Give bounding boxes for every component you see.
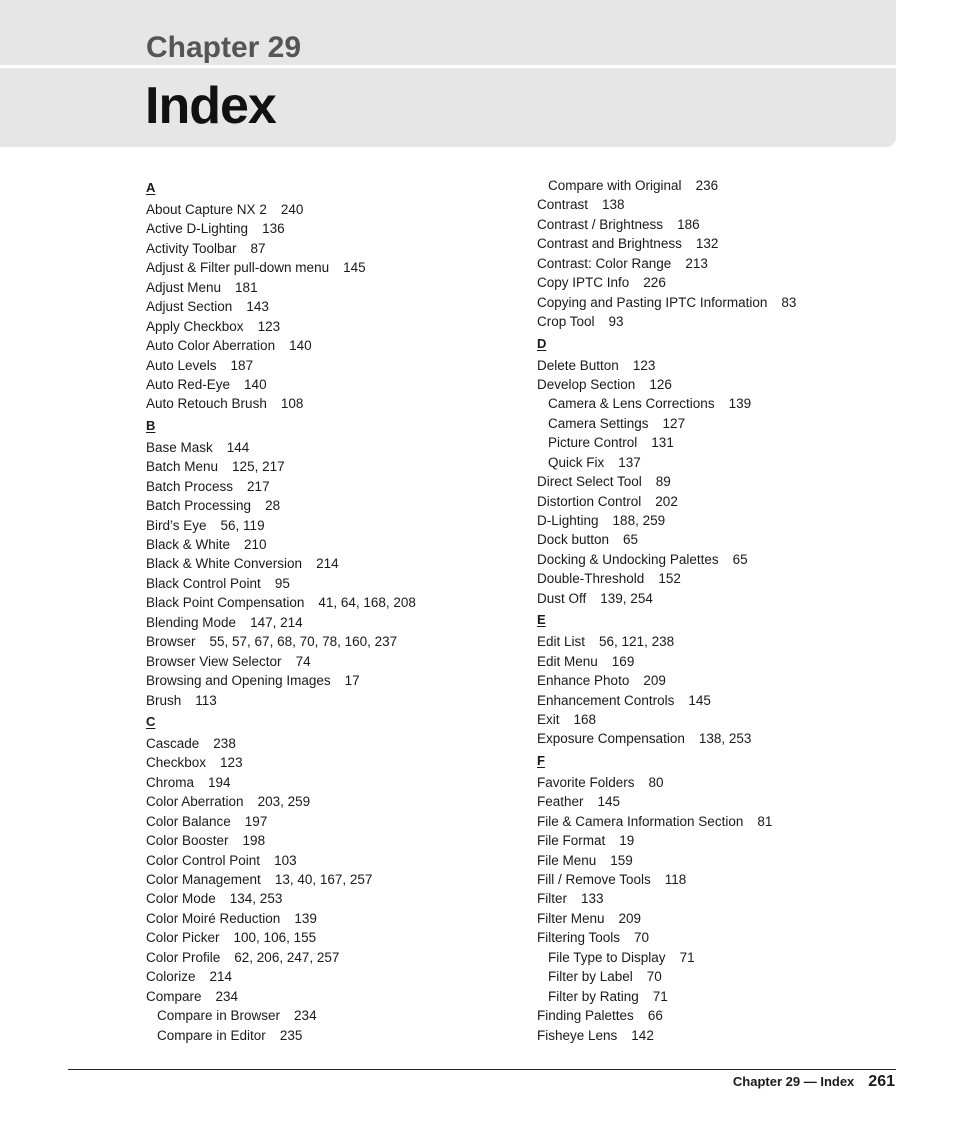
index-entry	[146, 734, 526, 753]
letter-heading-text: D	[537, 335, 547, 351]
index-term: About Capture NX 2	[146, 202, 267, 217]
index-entry	[146, 258, 526, 277]
index-entry	[146, 613, 526, 632]
index-term: Batch Processing	[146, 498, 252, 514]
index-page-refs: 65	[623, 532, 639, 548]
index-page-refs: 152	[658, 571, 681, 587]
index-entry	[537, 273, 917, 292]
index-term: Fill / Remove Tools	[537, 872, 651, 887]
index-term: Adjust Menu	[146, 279, 222, 295]
index-page-refs: 145	[343, 260, 366, 276]
index-term: Black Control Point	[146, 575, 261, 591]
index-subentry	[537, 433, 917, 452]
index-page-refs: 127	[662, 415, 686, 431]
index-entry	[537, 356, 917, 375]
index-entry	[146, 477, 526, 496]
index-term: Contrast: Color Range	[537, 255, 672, 271]
index-page-refs: 139	[294, 910, 317, 926]
page-footer	[733, 1071, 895, 1093]
index-term: File Format	[537, 833, 606, 849]
index-term: Brush	[146, 692, 182, 708]
index-page-refs: 217	[247, 478, 270, 494]
index-term: Edit Menu	[537, 653, 598, 669]
index-entry	[537, 671, 917, 690]
index-page-refs: 144	[226, 439, 250, 455]
index-entry	[146, 889, 526, 908]
index-entry	[146, 394, 526, 413]
index-term: Edit List	[537, 634, 586, 650]
index-entry	[537, 691, 917, 710]
index-term: Quick Fix	[548, 454, 605, 470]
index-page-refs: 125, 217	[232, 459, 285, 475]
index-term: Black Point Compensation	[146, 595, 305, 611]
index-page-refs: 66	[647, 1008, 663, 1024]
index-term: Color Control Point	[146, 852, 261, 868]
index-page-refs: 74	[295, 653, 311, 669]
index-term: Blending Mode	[146, 614, 237, 630]
index-page-refs: 137	[618, 454, 641, 470]
index-term: File Menu	[537, 852, 597, 868]
index-page-refs: 226	[643, 275, 666, 291]
index-column-right	[537, 176, 917, 1045]
index-page-refs: 213	[685, 255, 708, 271]
index-term: Contrast	[537, 197, 589, 213]
index-page-refs: 19	[619, 833, 635, 849]
index-term: Auto Retouch Brush	[146, 396, 267, 412]
index-page-refs: 56, 119	[220, 517, 265, 533]
index-term: Favorite Folders	[537, 774, 635, 790]
index-entry	[146, 812, 526, 831]
index-entry	[537, 889, 917, 908]
index-page-refs: 123	[632, 357, 656, 373]
index-term: Camera & Lens Corrections	[548, 396, 715, 412]
index-term: Enhance Photo	[537, 673, 630, 689]
index-page-refs: 186	[677, 216, 700, 232]
index-term: Browser	[146, 634, 196, 650]
index-page-refs: 147, 214	[250, 614, 303, 630]
index-subentry	[537, 453, 917, 472]
index-entry	[146, 336, 526, 355]
index-page-refs: 81	[757, 813, 773, 829]
index-subentry	[537, 176, 917, 195]
index-page-refs: 100, 106, 155	[233, 930, 317, 946]
index-entry	[537, 195, 917, 214]
index-entry	[146, 831, 526, 850]
index-page-refs: 145	[688, 692, 711, 708]
index-term: Active D-Lighting	[146, 221, 249, 237]
index-term: Browser View Selector	[146, 653, 282, 669]
index-page-refs: 198	[242, 833, 266, 849]
index-letter-heading	[146, 710, 526, 734]
index-page-refs: 139, 254	[600, 590, 653, 606]
index-page-refs: 17	[344, 673, 360, 689]
index-entry	[537, 312, 917, 331]
index-entry	[537, 792, 917, 811]
index-term: Auto Red-Eye	[146, 376, 231, 392]
index-subentry	[537, 967, 917, 986]
chapter-header-band	[0, 0, 896, 147]
index-page-refs: 71	[679, 949, 695, 965]
index-page-refs: 123	[257, 318, 281, 334]
index-term: Crop Tool	[537, 314, 595, 330]
index-term: Filter by Label	[548, 969, 633, 985]
index-term: Cascade	[146, 735, 200, 751]
index-term: Camera Settings	[548, 415, 649, 431]
index-entry	[146, 909, 526, 928]
index-term: Batch Process	[146, 478, 234, 494]
index-term: Contrast and Brightness	[537, 236, 682, 252]
index-entry	[146, 516, 526, 535]
index-term: Docking & Undocking Palettes	[537, 551, 719, 567]
index-page-refs: 95	[274, 575, 290, 591]
index-entry	[537, 851, 917, 870]
index-subentry	[537, 948, 917, 967]
index-term: Contrast / Brightness	[537, 216, 664, 232]
index-term: D-Lighting	[537, 513, 599, 528]
index-page-refs: 70	[634, 930, 650, 946]
index-entry	[146, 375, 526, 394]
index-entry	[146, 278, 526, 297]
index-entry	[537, 652, 917, 671]
index-entry	[146, 535, 526, 554]
letter-heading-text: F	[537, 752, 545, 768]
index-term: Filter	[537, 891, 567, 907]
index-entry	[146, 691, 526, 710]
index-page-refs: 55, 57, 67, 68, 70, 78, 160, 237	[209, 634, 398, 650]
page-title: Index	[145, 77, 276, 135]
index-entry	[146, 632, 526, 651]
index-page-refs: 140	[289, 338, 312, 354]
index-entry	[537, 492, 917, 511]
index-entry	[146, 928, 526, 947]
index-page-refs: 235	[279, 1027, 303, 1043]
index-term: Bird’s Eye	[146, 517, 207, 533]
index-entry	[146, 574, 526, 593]
index-page-refs: 65	[732, 551, 748, 567]
index-term: Activity Toolbar	[146, 240, 237, 256]
chapter-label: Chapter 29	[146, 31, 302, 64]
index-page-refs: 236	[695, 178, 719, 193]
index-page-refs: 168	[573, 711, 597, 727]
letter-heading-text: E	[537, 612, 546, 628]
index-term: Auto Color Aberration	[146, 338, 276, 354]
index-entry	[146, 753, 526, 772]
index-entry	[146, 200, 526, 219]
index-term: Colorize	[146, 969, 196, 985]
index-page-refs: 28	[265, 498, 281, 514]
index-entry	[146, 496, 526, 515]
index-page-refs: 118	[664, 872, 687, 887]
index-letter-heading	[146, 414, 526, 438]
index-page-refs: 138, 253	[698, 731, 752, 747]
index-term: Fisheye Lens	[537, 1027, 618, 1043]
index-page-refs: 80	[648, 774, 664, 790]
page-number: 261	[868, 1073, 895, 1090]
index-entry	[537, 831, 917, 850]
index-term: Exit	[537, 711, 560, 727]
index-page-refs: 210	[244, 537, 267, 552]
index-page-refs: 238	[213, 735, 236, 751]
index-page-refs: 188, 259	[612, 513, 666, 528]
index-term: Color Aberration	[146, 794, 244, 810]
index-entry	[146, 457, 526, 476]
index-term: Compare	[146, 988, 202, 1004]
index-page-refs: 143	[246, 299, 269, 315]
index-entry	[537, 1006, 917, 1025]
index-page-refs: 142	[631, 1027, 654, 1043]
index-page-refs: 71	[652, 988, 668, 1004]
index-page-refs: 113	[195, 692, 217, 708]
index-page-refs: 139	[728, 396, 752, 412]
index-page-refs: 214	[209, 969, 233, 985]
index-term: Adjust & Filter pull-down menu	[146, 260, 330, 276]
index-page-refs: 159	[610, 852, 633, 868]
index-page-refs: 234	[294, 1008, 317, 1024]
index-letter-heading	[146, 176, 526, 200]
index-subentry	[537, 394, 917, 413]
index-term: Checkbox	[146, 755, 207, 771]
index-term: Exposure Compensation	[537, 731, 685, 747]
index-page-refs: 136	[262, 221, 285, 237]
index-entry	[146, 356, 526, 375]
index-page-refs: 103	[274, 852, 297, 868]
index-page-refs: 145	[597, 794, 621, 810]
index-page-refs: 194	[208, 774, 231, 790]
index-entry	[537, 773, 917, 792]
header-divider	[0, 65, 896, 68]
index-page-refs: 83	[781, 294, 797, 310]
index-term: Color Management	[146, 872, 261, 887]
index-page-refs: 131	[651, 435, 674, 451]
index-entry	[537, 589, 917, 608]
index-entry	[146, 773, 526, 792]
index-page-refs: 169	[611, 653, 635, 669]
index-term: Color Moiré Reduction	[146, 910, 281, 926]
index-term: Color Booster	[146, 833, 229, 849]
index-subentry	[537, 414, 917, 433]
index-term: Filtering Tools	[537, 930, 621, 946]
index-term: Base Mask	[146, 439, 213, 455]
index-term: Compare in Browser	[157, 1008, 281, 1024]
index-entry	[537, 550, 917, 569]
index-term: Copy IPTC Info	[537, 275, 630, 291]
index-page-refs: 240	[280, 202, 304, 217]
index-page-refs: 138	[602, 197, 625, 213]
index-page-refs: 203, 259	[257, 794, 311, 810]
index-entry	[146, 967, 526, 986]
index-page-refs: 234	[215, 988, 239, 1004]
index-term: Apply Checkbox	[146, 318, 244, 334]
index-entry	[146, 219, 526, 238]
index-term: Black & White Conversion	[146, 556, 303, 572]
index-term: Batch Menu	[146, 459, 219, 475]
index-entry	[537, 928, 917, 947]
index-entry	[146, 948, 526, 967]
index-entry	[146, 593, 526, 612]
index-page-refs: 209	[618, 910, 642, 926]
index-entry	[146, 671, 526, 690]
index-entry	[537, 215, 917, 234]
index-entry	[146, 851, 526, 870]
index-page-refs: 93	[608, 314, 624, 330]
index-page-refs: 41, 64, 168, 208	[318, 595, 416, 611]
index-term: Dust Off	[537, 590, 587, 606]
index-entry	[146, 987, 526, 1006]
index-entry	[537, 293, 917, 312]
index-entry	[537, 812, 917, 831]
index-term: Black & White	[146, 537, 231, 552]
index-subentry	[537, 987, 917, 1006]
index-term: File Type to Display	[548, 949, 666, 965]
index-term: Picture Control	[548, 435, 638, 451]
index-page-refs: 126	[649, 376, 672, 392]
index-page-refs: 209	[643, 673, 666, 689]
index-term: Color Mode	[146, 891, 216, 907]
index-page-refs: 56, 121, 238	[599, 634, 675, 650]
index-page-refs: 123	[220, 755, 243, 771]
index-entry	[537, 909, 917, 928]
letter-heading-text: B	[146, 417, 156, 433]
index-page-refs: 108	[280, 396, 304, 412]
index-column-left	[146, 176, 526, 1045]
index-letter-heading	[537, 332, 917, 356]
index-term: Adjust Section	[146, 299, 233, 315]
index-subentry	[146, 1026, 526, 1045]
index-entry	[537, 254, 917, 273]
letter-heading-text: A	[146, 180, 156, 195]
index-entry	[537, 511, 917, 530]
index-term: Filter Menu	[537, 910, 605, 926]
index-term: Dock button	[537, 532, 610, 548]
index-page-refs: 62, 206, 247, 257	[234, 949, 340, 965]
footer-running-title: Chapter 29 — Index	[732, 1074, 855, 1089]
index-page-refs: 132	[695, 236, 719, 252]
index-term: Browsing and Opening Images	[146, 673, 331, 689]
index-entry	[146, 297, 526, 316]
index-entry	[146, 554, 526, 573]
index-term: Feather	[537, 794, 584, 810]
index-term: Delete Button	[537, 357, 619, 373]
index-page-refs: 140	[244, 376, 267, 392]
index-entry	[537, 530, 917, 549]
index-page-refs: 89	[655, 474, 671, 490]
index-entry	[146, 317, 526, 336]
index-term: Auto Levels	[146, 357, 217, 373]
index-term: Direct Select Tool	[537, 474, 642, 490]
index-page-refs: 133	[581, 891, 604, 907]
index-page-refs: 197	[244, 813, 268, 829]
index-term: Compare with Original	[548, 178, 682, 193]
index-letter-heading	[537, 749, 917, 773]
index-entry	[537, 729, 917, 748]
index-entry	[146, 792, 526, 811]
index-term: Develop Section	[537, 376, 636, 392]
index-page-refs: 70	[646, 969, 662, 985]
index-page-refs: 202	[655, 493, 678, 509]
index-term: Finding Palettes	[537, 1008, 634, 1024]
index-page-refs: 134, 253	[229, 891, 283, 907]
index-term: Copying and Pasting IPTC Information	[537, 294, 768, 310]
index-page-refs: 214	[316, 556, 339, 572]
index-entry	[146, 870, 526, 889]
index-entry	[537, 472, 917, 491]
index-subentry	[146, 1006, 526, 1025]
index-entry	[146, 652, 526, 671]
index-term: Color Profile	[146, 949, 221, 965]
index-term: Double-Threshold	[537, 571, 645, 587]
index-page-refs: 87	[250, 240, 266, 256]
index-entry	[537, 870, 917, 889]
index-term: Enhancement Controls	[537, 692, 675, 708]
index-entry	[537, 569, 917, 588]
index-term: Filter by Rating	[548, 988, 639, 1004]
index-page-refs: 187	[230, 357, 254, 373]
index-term: Color Balance	[146, 813, 231, 829]
index-entry	[537, 375, 917, 394]
letter-heading-text: C	[146, 713, 156, 729]
index-term: Distortion Control	[537, 493, 642, 509]
index-entry	[146, 239, 526, 258]
index-letter-heading	[537, 608, 917, 632]
index-page-refs: 13, 40, 167, 257	[274, 872, 373, 887]
footer-divider	[68, 1069, 896, 1070]
index-page-refs: 181	[235, 279, 258, 295]
index-entry	[537, 1026, 917, 1045]
index-entry	[537, 710, 917, 729]
index-term: Chroma	[146, 774, 195, 790]
index-term: Compare in Editor	[157, 1027, 266, 1043]
index-term: File & Camera Information Section	[537, 813, 744, 829]
index-entry	[146, 438, 526, 457]
index-entry	[537, 234, 917, 253]
index-entry	[537, 632, 917, 651]
index-term: Color Picker	[146, 930, 220, 946]
